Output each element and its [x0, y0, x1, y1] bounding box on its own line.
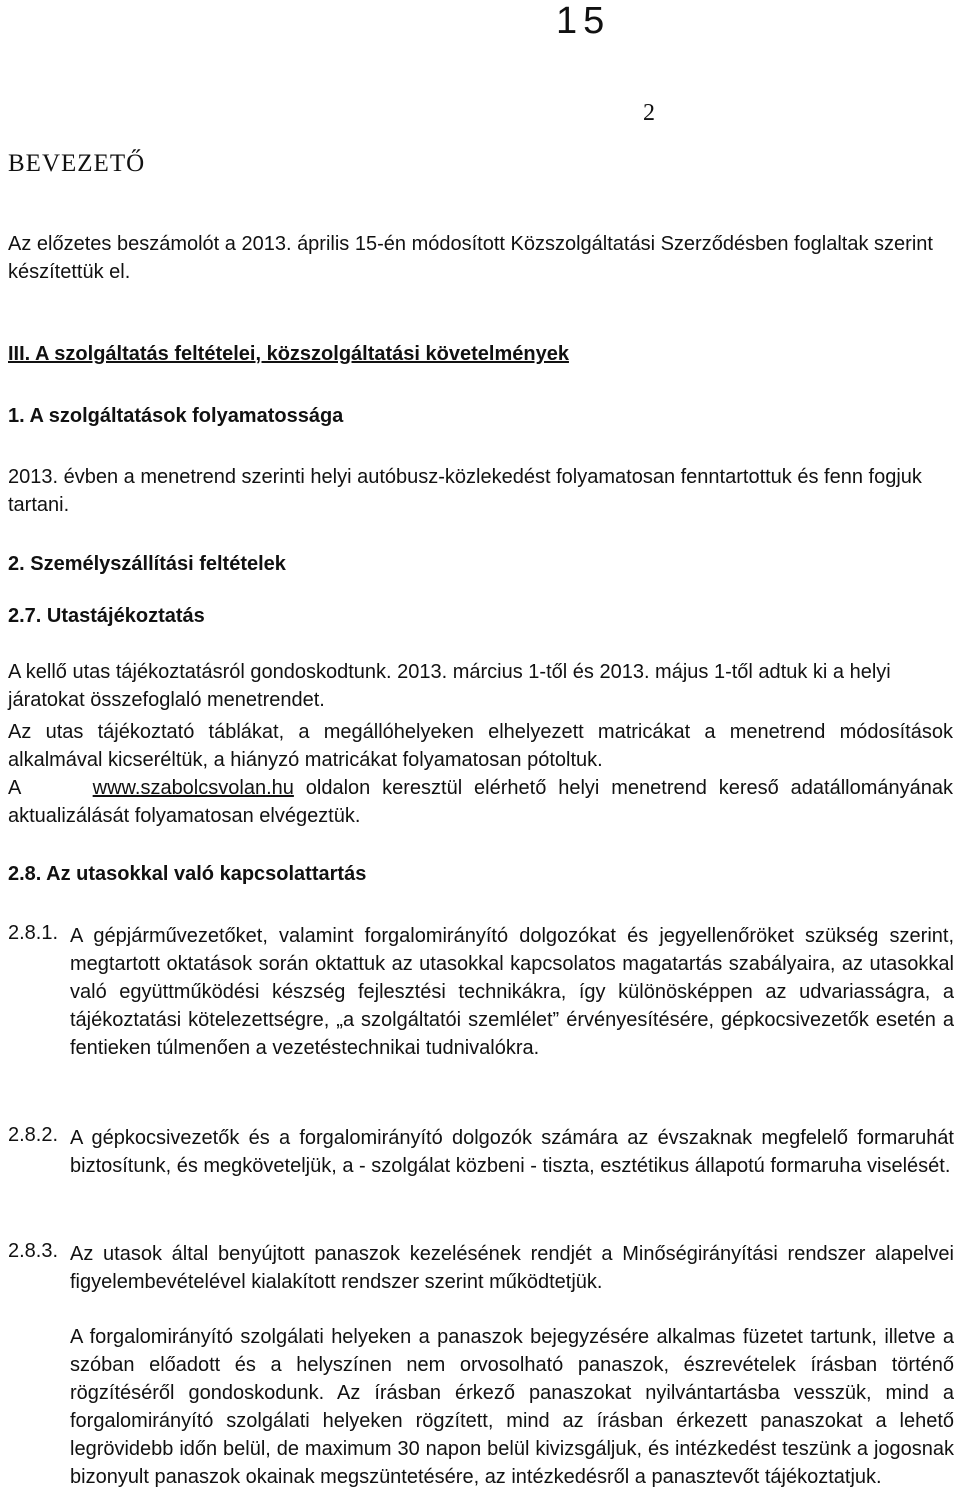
- section-2-8-heading: 2.8. Az utasokkal való kapcsolattartás: [8, 863, 367, 885]
- page-number: 2: [643, 100, 655, 126]
- item-2-8-1-text: A gépjárművezetőket, valamint forgalomirányító dolgozókat és jegyellenőröket szükség szerint, megtartott oktatások során oktattuk az utasokkal kapcsolatos magatartás szabályaira, az utasokkal való együttműködési készség fejlesztési technikákra, így különösképpen az udvariasságra, a tájékoztatási kötelezettségre, „a szolgáltatói szemlélet” érvényesítésére, gépkocsivezetők esetén a fentieken túlmenően a vezetéstechnikai tudnivalókra.: [70, 925, 954, 1059]
- stamp-number: 15: [556, 0, 611, 42]
- section-2-7-heading: 2.7. Utastájékoztatás: [8, 605, 205, 627]
- intro-paragraph: Az előzetes beszámolót a 2013. április 15-én módosított Közszolgáltatási Szerződésben foglaltak szerint készítettük el.: [8, 233, 933, 283]
- item-2-8-3-text-continued: A forgalomirányító szolgálati helyeken a panaszok bejegyzésére alkalmas füzetet tartunk, illetve a szóban előadott és a helyszínen nem orvosolható panaszok, észrevételek írásban történő rögzítéséről gondoskodunk. Az írásban érkező panaszokat nyilvántartásba vesszük, mind a forgalomirányító szolgálati helyeken rögzített, mind az írásban érkezett panaszokat a lehető legrövidebb időn belül, de maximum 30 napon belül kivizsgáljuk, és intézkedést teszünk a jogosnak bizonyult panaszok okainak megszüntetésére, az intézkedésről a panasztevőt tájékoztatjuk.: [70, 1326, 954, 1488]
- section-2-7-paragraph-2: Az utas tájékoztató táblákat, a megállóhelyeken elhelyezett matricákat a menetrend módosítások alkalmával kicseréltük, a hiányzó matricákat folyamatosan pótoltuk.: [8, 721, 953, 771]
- item-2-8-3-number: 2.8.3.: [8, 1240, 59, 1262]
- paragraph-3-prefix: A: [8, 777, 22, 799]
- section-title: BEVEZETŐ: [8, 150, 146, 177]
- item-2-8-2-text: A gépkocsivezetők és a forgalomirányító dolgozók számára az évszaknak megfelelő formaruhát biztosítunk, és megköveteljük, a - szolgálat közbeni - tiszta, esztétikus állapotú formaruha viselését.: [70, 1127, 954, 1177]
- website-link[interactable]: www.szabolcsvolan.hu: [92, 777, 294, 799]
- section-1-text: 2013. évben a menetrend szerinti helyi autóbusz-közlekedést folyamatosan fenntartottuk és fenn fogjuk tartani.: [8, 466, 922, 516]
- paragraph-3-rest: oldalon keresztül elérhető helyi menetrend kereső adatállományának aktualizálását folyamatosan elvégeztük.: [8, 777, 953, 827]
- section-2-7-paragraph-3: [8, 774, 953, 830]
- section-2-7-paragraph-1: A kellő utas tájékoztatásról gondoskodtunk. 2013. március 1-től és 2013. május 1-től adtuk ki a helyi járatokat összefoglaló menetrendet.: [8, 661, 891, 711]
- chapter-heading: III. A szolgáltatás feltételei, közszolgáltatási követelmények: [8, 343, 569, 365]
- section-2-heading: 2. Személyszállítási feltételek: [8, 553, 286, 575]
- item-2-8-3-text: Az utasok által benyújtott panaszok kezelésének rendjét a Minőségirányítási rendszer alapelvei figyelembevételével kialakított rendszer szerint működtetjük.: [70, 1243, 954, 1293]
- item-2-8-1-number: 2.8.1.: [8, 922, 59, 944]
- item-2-8-2-number: 2.8.2.: [8, 1124, 59, 1146]
- section-1-heading: 1. A szolgáltatások folyamatossága: [8, 405, 344, 427]
